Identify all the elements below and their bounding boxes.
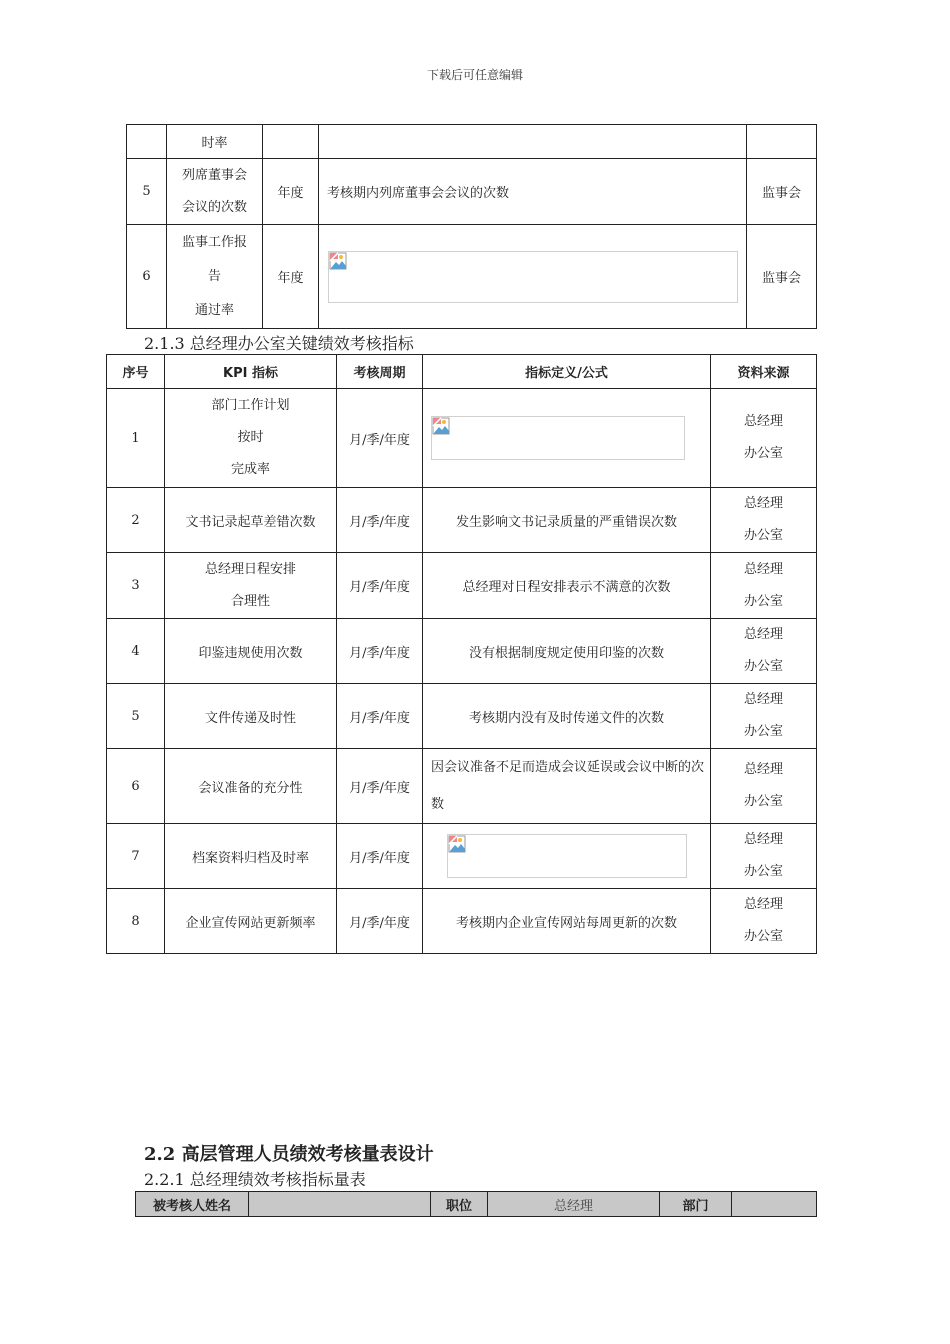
period-cell: 月/季/年度 (337, 749, 423, 824)
table-row (107, 824, 817, 889)
table-row (107, 389, 817, 488)
header-definition: 指标定义/公式 (423, 355, 711, 389)
table-row (107, 619, 817, 684)
supervisor-kpi-table (126, 124, 817, 329)
definition-cell (423, 389, 711, 488)
source-cell: 监事会 (747, 159, 817, 225)
definition-cell: 发生影响文书记录质量的严重错误次数 (423, 488, 711, 553)
definition-cell (423, 824, 711, 889)
period-cell: 月/季/年度 (337, 389, 423, 488)
kpi-cell: 企业宣传网站更新频率 (165, 889, 337, 954)
kpi-cell: 部门工作计划 按时 完成率 (165, 389, 337, 488)
source-cell: 监事会 (747, 225, 817, 329)
period-cell: 月/季/年度 (337, 824, 423, 889)
position-label: 职位 (431, 1192, 488, 1217)
definition-cell: 考核期内没有及时传递文件的次数 (423, 684, 711, 749)
section-heading-2-2: 2.2 高层管理人员绩效考核量表设计 (144, 1144, 434, 1165)
source-cell: 总经理 办公室 (711, 619, 817, 684)
gm-evaluation-table (135, 1191, 817, 1217)
seq-cell: 8 (107, 889, 165, 954)
header-period: 考核周期 (337, 355, 423, 389)
definition-cell: 因会议准备不足而造成会议延误或会议中断的次数 (423, 749, 711, 824)
definition-cell: 没有根据制度规定使用印鉴的次数 (423, 619, 711, 684)
department-value (732, 1192, 817, 1217)
formula-image-placeholder (328, 251, 738, 303)
seq-cell: 7 (107, 824, 165, 889)
position-value: 总经理 (488, 1192, 660, 1217)
seq-cell: 5 (127, 159, 167, 225)
period-cell: 月/季/年度 (337, 889, 423, 954)
table-row (107, 684, 817, 749)
gm-office-kpi-table (106, 354, 817, 954)
name-label: 被考核人姓名 (136, 1192, 249, 1217)
table-row (136, 1192, 817, 1217)
source-cell: 总经理 办公室 (711, 389, 817, 488)
source-cell: 总经理 办公室 (711, 889, 817, 954)
seq-cell: 6 (127, 225, 167, 329)
source-cell: 总经理 办公室 (711, 488, 817, 553)
period-cell: 年度 (263, 225, 319, 329)
seq-cell: 6 (107, 749, 165, 824)
table-header-row (107, 355, 817, 389)
broken-image-icon (432, 417, 450, 435)
section-heading-2-2-1: 2.2.1 总经理绩效考核指标量表 (144, 1170, 366, 1189)
source-cell: 总经理 办公室 (711, 749, 817, 824)
definition-cell (319, 225, 747, 329)
section-heading-2-1-3: 2.1.3 总经理办公室关键绩效考核指标 (144, 334, 414, 353)
kpi-cell: 时率 (167, 125, 263, 159)
source-cell (747, 125, 817, 159)
kpi-cell: 文件传递及时性 (165, 684, 337, 749)
seq-cell: 5 (107, 684, 165, 749)
source-cell: 总经理 办公室 (711, 824, 817, 889)
broken-image-icon (448, 835, 466, 853)
kpi-cell: 会议准备的充分性 (165, 749, 337, 824)
table-row (107, 889, 817, 954)
source-cell: 总经理 办公室 (711, 684, 817, 749)
table-row (127, 225, 817, 329)
period-cell: 月/季/年度 (337, 553, 423, 619)
seq-cell: 1 (107, 389, 165, 488)
period-cell: 月/季/年度 (337, 619, 423, 684)
table-row (107, 749, 817, 824)
definition-cell: 考核期内企业宣传网站每周更新的次数 (423, 889, 711, 954)
source-cell: 总经理 办公室 (711, 553, 817, 619)
kpi-cell: 总经理日程安排 合理性 (165, 553, 337, 619)
kpi-cell: 列席董事会 会议的次数 (167, 159, 263, 225)
table-row (107, 488, 817, 553)
period-cell (263, 125, 319, 159)
definition-cell: 考核期内列席董事会会议的次数 (319, 159, 747, 225)
header-seq: 序号 (107, 355, 165, 389)
formula-image-placeholder (431, 416, 685, 460)
broken-image-icon (329, 252, 347, 270)
kpi-cell: 监事工作报 告 通过率 (167, 225, 263, 329)
seq-cell: 4 (107, 619, 165, 684)
table-row (107, 553, 817, 619)
period-cell: 月/季/年度 (337, 488, 423, 553)
kpi-cell: 文书记录起草差错次数 (165, 488, 337, 553)
table-row (127, 159, 817, 225)
department-label: 部门 (660, 1192, 732, 1217)
period-cell: 年度 (263, 159, 319, 225)
kpi-cell: 印鉴违规使用次数 (165, 619, 337, 684)
header-source: 资料来源 (711, 355, 817, 389)
table-row (127, 125, 817, 159)
period-cell: 月/季/年度 (337, 684, 423, 749)
kpi-cell: 档案资料归档及时率 (165, 824, 337, 889)
header-kpi: KPI 指标 (165, 355, 337, 389)
definition-cell: 总经理对日程安排表示不满意的次数 (423, 553, 711, 619)
seq-cell: 2 (107, 488, 165, 553)
formula-image-placeholder (447, 834, 687, 878)
name-value (249, 1192, 431, 1217)
page-header: 下载后可任意编辑 (426, 68, 523, 82)
definition-cell (319, 125, 747, 159)
seq-cell: 3 (107, 553, 165, 619)
seq-cell (127, 125, 167, 159)
